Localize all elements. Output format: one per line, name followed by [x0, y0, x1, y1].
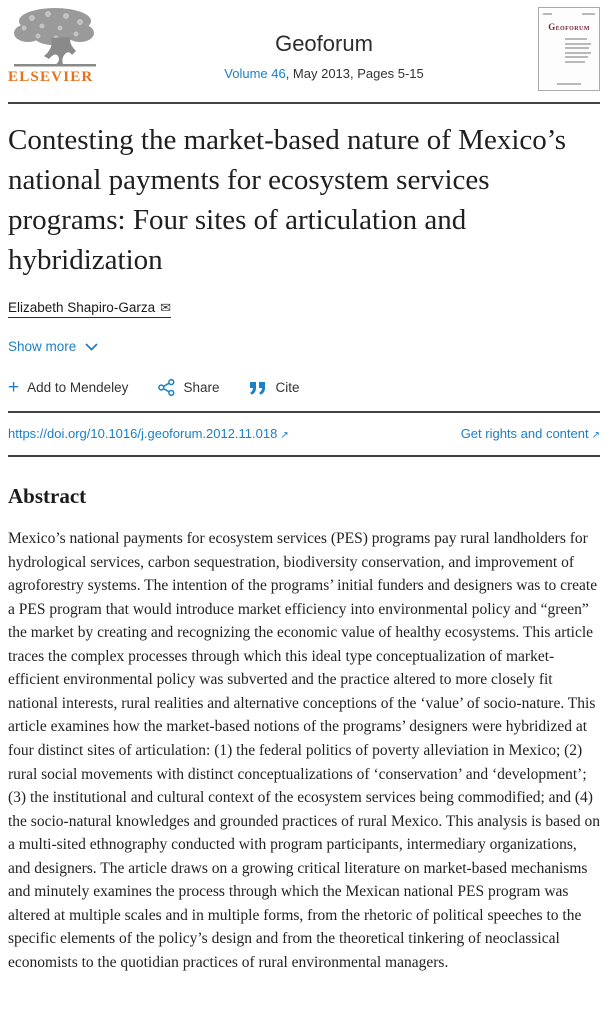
cover-footer-text	[543, 83, 595, 85]
author-name: Elizabeth Shapiro-Garza	[8, 300, 156, 316]
issue-info: , May 2013, Pages 5-15	[285, 66, 424, 81]
volume-link[interactable]: Volume 46	[224, 66, 286, 81]
show-more-label: Show more	[8, 339, 77, 355]
share-label: Share	[183, 380, 220, 396]
cover-journal-title: Geoforum	[548, 22, 590, 32]
elsevier-tree-icon	[8, 6, 110, 68]
doi-link[interactable]: https://doi.org/10.1016/j.geoforum.2012.11.018 ↗	[8, 426, 289, 442]
elsevier-logo-link[interactable]	[8, 6, 110, 86]
abstract-heading: Abstract	[8, 484, 87, 509]
show-more-button[interactable]	[8, 339, 98, 354]
author-row	[8, 299, 600, 318]
add-to-mendeley-label: Add to Mendeley	[27, 380, 129, 396]
elsevier-wordmark: ELSEVIER	[8, 69, 94, 85]
abstract-text: Mexico’s national payments for ecosystem services (PES) programs pay rural landholders for hydrological services, carbon sequestration, biodiversity conservation, and improvement of agroforestry systems. The intention of the programs’ initial funders and designers was to create a PES program that would introduce market efficiency into environmental policy and “green” the market by creating and recognizing the economic value of healthy ecosystems. This article traces the complex processes through which this ideal type conceptualization of market-efficient environmental policy was subverted and the practice altered to more closely fit national interests, rural realities and alternative conceptions of the ‘value’ of socio-nature. This article examines how the market-based notions of the programs’ designers were hybridized at four distinct sites of articulation: (1) the federal politics of poverty alleviation in Mexico; (2) rural social movements with distinct conceptualizations of ‘conservation’ and ‘development’; (3) the institutional and cultural context of the ecosystem services being commodified; and (4) the socio-natural knowledges and grounded practices of rural Mexico. This analysis is based on a multi-sited ethnography conducted with program participants, intermediary organizations, and designers. The article draws on a growing critical literature on market-based mechanisms and minutely examines the process through which the Mexican national PES program was altered at multiple scales and in multiple forms, from the rhetoric of political speeches to the specific elements of the policy’s design and from the theoretical tinkering of neoclassical economists to the quotidian practices of rural environmental managers.	[8, 530, 600, 971]
journal-header	[8, 0, 600, 104]
cite-button[interactable]	[249, 380, 299, 395]
share-icon	[158, 379, 175, 396]
share-button[interactable]	[158, 379, 219, 396]
journal-cover-thumbnail[interactable]	[538, 7, 600, 91]
external-link-icon: ↗	[280, 430, 289, 442]
cite-label: Cite	[275, 380, 300, 396]
author-link[interactable]	[8, 300, 171, 318]
email-envelope-icon[interactable]: ✉	[160, 300, 171, 316]
issue-line	[110, 66, 538, 81]
action-bar	[8, 376, 600, 413]
journal-meta	[110, 6, 538, 81]
external-link-icon: ↗	[591, 430, 600, 442]
article-title: Contesting the market-based nature of Mexico’s national payments for ecosystem services programs: Four sites of articulation and hybridization	[8, 124, 567, 277]
rights-and-content-link[interactable]: Get rights and content ↗	[460, 426, 600, 442]
cite-quote-icon	[249, 381, 267, 395]
plus-icon: +	[8, 376, 20, 398]
add-to-mendeley-button[interactable]	[8, 376, 129, 398]
cover-top-text	[543, 13, 595, 15]
doi-row	[8, 413, 600, 457]
cover-contents-text	[565, 38, 595, 65]
chevron-down-icon	[85, 343, 98, 351]
journal-title-link[interactable]: Geoforum	[275, 31, 373, 56]
